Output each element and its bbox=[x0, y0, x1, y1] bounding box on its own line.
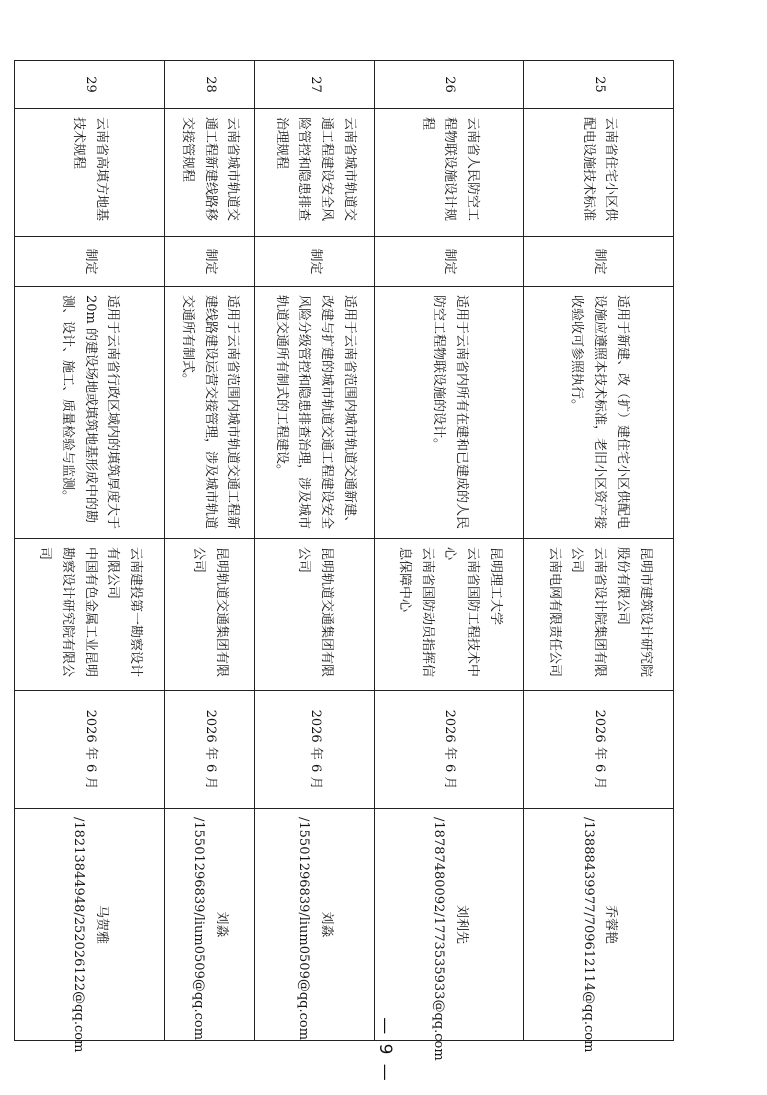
scope-text: 适用于云南省行政区域内的填筑厚度大于20m 的建设场地或填筑地基形成中的勘测、设计、施工、质量检验与监测。 bbox=[15, 287, 165, 539]
unit-name: 云南省设计院集团有限公司 bbox=[569, 547, 608, 678]
revision-type: 制定 bbox=[254, 237, 374, 287]
responsible-units bbox=[254, 539, 374, 691]
table-row bbox=[254, 61, 374, 1041]
row-number: 26 bbox=[374, 61, 524, 109]
standard-name: 云南省城市轨道交通工程新建线路移交接管规程 bbox=[164, 109, 254, 237]
unit-name: 昆明轨道交通集团有限公司 bbox=[296, 547, 335, 678]
page-number: — 9 — bbox=[375, 1017, 395, 1083]
standards-table bbox=[14, 60, 674, 1061]
unit-name: 云南电网有限责任公司 bbox=[546, 547, 562, 678]
responsible-units bbox=[15, 539, 165, 691]
standard-name: 云南省人民防空工程物联设施设计规程 bbox=[374, 109, 524, 237]
responsible-units bbox=[164, 539, 254, 691]
contact-info: 乔蓉艳 /13888439977/709612114@qq.com bbox=[524, 809, 674, 1041]
contact-info: 刘淼 /15501296839/lium0509@qq.com bbox=[254, 809, 374, 1041]
contact-info: 马贺雅 /18213844948/252026122@qq.com bbox=[15, 809, 165, 1041]
table-row bbox=[524, 61, 674, 1041]
table-row bbox=[374, 61, 524, 1041]
revision-type: 制定 bbox=[164, 237, 254, 287]
row-number: 25 bbox=[524, 61, 674, 109]
completion-date: 2026 年 6 月 bbox=[15, 691, 165, 809]
unit-name: 云南建投第一勘察设计有限公司 bbox=[105, 547, 144, 678]
unit-name: 昆明市建筑设计研究院股份有限公司 bbox=[614, 547, 653, 678]
row-number: 28 bbox=[164, 61, 254, 109]
row-number: 29 bbox=[15, 61, 165, 109]
revision-type: 制定 bbox=[524, 237, 674, 287]
scanned-page bbox=[14, 60, 754, 1064]
table-row bbox=[15, 61, 165, 1041]
scope-text: 适用于云南省内所有在建和已建成的人民防空工程物联设施的设计。 bbox=[374, 287, 524, 539]
scope-text: 适用于新建、改（扩）建住宅小区供配电设施应遵照本技术标准，老旧小区资产接收验收可参照执行。 bbox=[524, 287, 674, 539]
contact-info: 刘利先 /18787480092/1773535933@qq.com bbox=[374, 809, 524, 1041]
standard-name: 云南省住宅小区供配电设施技术标准 bbox=[524, 109, 674, 237]
completion-date: 2026 年 6 月 bbox=[164, 691, 254, 809]
completion-date: 2026 年 6 月 bbox=[374, 691, 524, 809]
scope-text: 适用于云南省范围内城市轨道交通工程新建线路建设运营交接管理，涉及城市轨道交通所有制式。 bbox=[164, 287, 254, 539]
unit-name: 昆明理工大学 bbox=[487, 547, 503, 626]
standard-name: 云南省城市轨道交通工程建设安全风险管控和隐患排查治理规程 bbox=[254, 109, 374, 237]
table-row bbox=[164, 61, 254, 1041]
contact-info: 刘淼 /15501296839/lium0509@qq.com bbox=[164, 809, 254, 1041]
row-number: 27 bbox=[254, 61, 374, 109]
revision-type: 制定 bbox=[15, 237, 165, 287]
completion-date: 2026 年 6 月 bbox=[524, 691, 674, 809]
unit-name: 云南省国防工程技术中心 bbox=[442, 547, 481, 678]
standards-table-rotated bbox=[14, 60, 674, 1061]
revision-type: 制定 bbox=[374, 237, 524, 287]
responsible-units bbox=[374, 539, 524, 691]
responsible-units bbox=[524, 539, 674, 691]
unit-name: 云南省国防动员指挥信息保障中心 bbox=[396, 547, 435, 678]
standard-name: 云南省高填方地基技术规程 bbox=[15, 109, 165, 237]
unit-name: 昆明轨道交通集团有限公司 bbox=[191, 547, 230, 678]
unit-name: 中国有色金属工业昆明勘察设计研究院有限公司 bbox=[37, 547, 98, 678]
completion-date: 2026 年 6 月 bbox=[254, 691, 374, 809]
scope-text: 适用于云南省范围内城市轨道交通新建、改建与扩建的城市轨道交通工程建设安全风险分级管控和隐患排查治理，涉及城市轨道交通所有制式的工程建设。 bbox=[254, 287, 374, 539]
